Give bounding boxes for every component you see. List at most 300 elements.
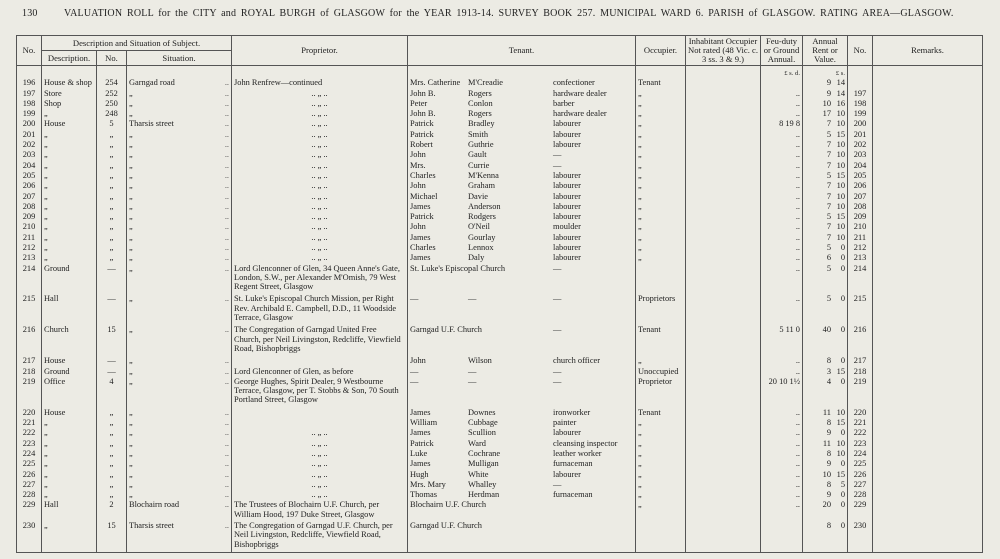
row-inhabitant — [686, 490, 761, 500]
row-remarks — [873, 78, 983, 88]
tenant-fields — [410, 480, 633, 489]
situation-text: „ — [129, 490, 133, 500]
row-rent — [803, 408, 848, 418]
tenant-occupation: confectioner — [553, 78, 595, 88]
situation-dots: .. — [224, 201, 229, 211]
row-house-number: „ — [97, 161, 127, 171]
row-inhabitant — [686, 99, 761, 109]
col-description: Description. — [42, 51, 97, 66]
row-remarks — [873, 150, 983, 160]
row-situation — [127, 233, 232, 243]
tenant-first-name: Charles — [410, 170, 436, 180]
row-house-number: „ — [97, 243, 127, 253]
row-occupier — [636, 521, 686, 552]
tenant-surname: Herdman — [468, 490, 500, 500]
situation-dots: .. — [224, 170, 229, 180]
row-rent — [803, 459, 848, 469]
row-remarks — [873, 356, 983, 366]
row-proprietor: .. „ .. — [232, 161, 408, 171]
row-number: 224 — [17, 449, 42, 459]
rent-shillings: 15 — [836, 129, 845, 139]
row-number: 198 — [17, 99, 42, 109]
row-proprietor: Lord Glenconner of Glen, 34 Queen Anne's Gate, London, S.W., per Alexander M'Omish, 79 West Regent Street, Glasgow — [232, 264, 408, 295]
rent-shillings: 15 — [836, 366, 845, 376]
row-situation — [127, 264, 232, 295]
row-description: House — [42, 408, 97, 418]
rent-pounds: 8 — [826, 479, 831, 489]
rent-shillings: 14 — [836, 78, 845, 88]
tenant-surname: Mulligan — [468, 459, 499, 469]
row-rent — [803, 470, 848, 480]
row-inhabitant — [686, 449, 761, 459]
row-remarks — [873, 459, 983, 469]
row-rent — [803, 222, 848, 232]
rent-shillings: 0 — [840, 376, 845, 386]
row-inhabitant — [686, 521, 761, 552]
row-number-repeat: 203 — [848, 150, 873, 160]
row-inhabitant — [686, 408, 761, 418]
row-description: „ — [42, 192, 97, 202]
tenant-occupation: labourer — [553, 129, 581, 139]
row-number-repeat — [848, 78, 873, 88]
row-number-repeat: 230 — [848, 521, 873, 552]
tenant-first-name: Mrs. — [410, 160, 426, 170]
row-remarks — [873, 428, 983, 438]
row-rent — [803, 294, 848, 325]
situation-text: Garngad road — [129, 78, 175, 88]
row-proprietor: .. „ .. — [232, 202, 408, 212]
situation-text: „ — [129, 459, 133, 469]
row-house-number: „ — [97, 439, 127, 449]
row-house-number: „ — [97, 202, 127, 212]
row-rent — [803, 243, 848, 253]
row-number: 204 — [17, 161, 42, 171]
rent-shillings: 0 — [840, 294, 845, 304]
tenant-occupation: — — [553, 325, 562, 335]
rent-pounds: 5 — [826, 170, 831, 180]
row-number: 220 — [17, 408, 42, 418]
row-number-repeat: 210 — [848, 222, 873, 232]
rent-pounds: 7 — [826, 160, 831, 170]
table-row — [17, 490, 983, 500]
row-remarks — [873, 408, 983, 418]
row-house-number: — — [97, 264, 127, 295]
row-number: 228 — [17, 490, 42, 500]
rent-pounds: 6 — [826, 253, 831, 263]
row-situation — [127, 181, 232, 191]
filler-cell — [686, 552, 761, 553]
row-number-repeat: 207 — [848, 192, 873, 202]
table-row — [17, 78, 983, 88]
rent-pounds: 5 — [826, 242, 831, 252]
row-proprietor: .. „ .. — [232, 192, 408, 202]
row-feu-duty: 5 11 0 — [761, 325, 803, 356]
row-inhabitant — [686, 89, 761, 99]
rent-pounds: 4 — [826, 376, 831, 386]
table-row — [17, 140, 983, 150]
row-house-number: 248 — [97, 109, 127, 119]
row-remarks — [873, 109, 983, 119]
row-number-repeat: 227 — [848, 480, 873, 490]
rent-pounds: 7 — [826, 232, 831, 242]
row-proprietor: .. „ .. — [232, 212, 408, 222]
row-occupier: Proprietors — [636, 294, 686, 325]
tenant-fields — [410, 78, 633, 87]
row-number: 222 — [17, 428, 42, 438]
row-situation — [127, 459, 232, 469]
row-occupier: „ — [636, 470, 686, 480]
row-occupier: Tenant — [636, 78, 686, 88]
filler-cell — [232, 552, 408, 553]
situation-dots: .. — [224, 140, 229, 150]
situation-text: „ — [129, 428, 133, 438]
situation-text: „ — [129, 366, 133, 376]
tenant-surname: Wilson — [468, 356, 492, 366]
table-row — [17, 253, 983, 263]
tenant-first-name: John — [410, 150, 426, 160]
col-number: No. — [97, 51, 127, 66]
row-rent — [803, 521, 848, 552]
col-inhabitant: Inhabitant Occupier Not rated (48 Vic. c. 3 ss. 3 & 9.) — [686, 36, 761, 66]
row-feu-duty: .. — [761, 449, 803, 459]
row-tenant — [408, 130, 636, 140]
row-number-repeat: 206 — [848, 181, 873, 191]
row-description: „ — [42, 109, 97, 119]
row-occupier: „ — [636, 490, 686, 500]
row-inhabitant — [686, 109, 761, 119]
row-feu-duty: .. — [761, 233, 803, 243]
row-number-repeat: 204 — [848, 161, 873, 171]
rent-shillings: 16 — [836, 98, 845, 108]
row-tenant — [408, 119, 636, 129]
tenant-fields — [410, 150, 633, 159]
row-occupier: „ — [636, 500, 686, 521]
row-occupier: „ — [636, 233, 686, 243]
row-tenant — [408, 367, 636, 377]
row-tenant — [408, 521, 636, 552]
row-proprietor: .. „ .. — [232, 140, 408, 150]
row-inhabitant — [686, 459, 761, 469]
row-occupier: Proprietor — [636, 377, 686, 408]
row-inhabitant — [686, 367, 761, 377]
row-number: 205 — [17, 171, 42, 181]
row-occupier: „ — [636, 222, 686, 232]
row-remarks — [873, 202, 983, 212]
row-remarks — [873, 212, 983, 222]
row-situation — [127, 428, 232, 438]
tenant-occupation: labourer — [553, 242, 581, 252]
row-number-repeat: 199 — [848, 109, 873, 119]
situation-dots: .. — [224, 407, 229, 417]
situation-dots: .. — [224, 325, 229, 335]
row-number-repeat: 220 — [848, 408, 873, 418]
row-occupier: „ — [636, 418, 686, 428]
filler-cell — [636, 552, 686, 553]
tenant-fields — [410, 161, 633, 170]
rent-shillings: 0 — [840, 521, 845, 530]
row-tenant — [408, 449, 636, 459]
tenant-surname — [468, 521, 553, 530]
row-feu-duty: .. — [761, 140, 803, 150]
table-row — [17, 243, 983, 253]
row-remarks — [873, 377, 983, 408]
row-occupier: „ — [636, 356, 686, 366]
row-inhabitant — [686, 356, 761, 366]
tenant-occupation: — — [553, 160, 562, 170]
row-description: „ — [42, 150, 97, 160]
table-row — [17, 408, 983, 418]
row-occupier: „ — [636, 99, 686, 109]
rent-pounds: 11 — [822, 407, 831, 417]
tenant-occupation — [553, 500, 633, 509]
row-description: „ — [42, 480, 97, 490]
row-inhabitant — [686, 192, 761, 202]
situation-text: „ — [129, 160, 133, 170]
tenant-fields — [410, 408, 633, 417]
row-number-repeat: 225 — [848, 459, 873, 469]
situation-text: „ — [129, 407, 133, 417]
row-remarks — [873, 264, 983, 295]
situation-dots: .. — [224, 438, 229, 448]
col-rent: Annual Rent or Value. — [803, 36, 848, 66]
row-situation — [127, 408, 232, 418]
rent-shillings: 0 — [840, 500, 845, 510]
row-feu-duty: .. — [761, 480, 803, 490]
row-situation — [127, 202, 232, 212]
row-rent — [803, 367, 848, 377]
tenant-first-name: Patrick — [410, 119, 434, 129]
row-proprietor: .. „ .. — [232, 459, 408, 469]
rent-shillings: 0 — [840, 253, 845, 263]
row-number: 206 — [17, 181, 42, 191]
row-feu-duty: .. — [761, 408, 803, 418]
row-occupier: „ — [636, 89, 686, 99]
rent-pounds: 8 — [826, 521, 831, 530]
row-tenant — [408, 253, 636, 263]
row-rent — [803, 181, 848, 191]
row-feu-duty: .. — [761, 181, 803, 191]
filler-cell — [17, 552, 42, 553]
situation-text: Blochairn road — [129, 500, 180, 510]
table-row — [17, 130, 983, 140]
filler-cell — [803, 552, 848, 553]
row-number-repeat: 216 — [848, 325, 873, 356]
table-row — [17, 171, 983, 181]
situation-dots: .. — [224, 459, 229, 469]
rent-pounds: 7 — [826, 191, 831, 201]
table-row — [17, 294, 983, 325]
row-rent — [803, 109, 848, 119]
situation-dots: .. — [224, 376, 229, 386]
situation-dots: .. — [224, 356, 229, 366]
rent-shillings: 10 — [836, 140, 845, 150]
row-situation — [127, 150, 232, 160]
tenant-occupation: — — [553, 376, 562, 386]
tenant-fields — [410, 222, 633, 231]
row-proprietor: George Hughes, Spirit Dealer, 9 Westbourne Terrace, Glasgow, per T. Stobbs & Son, 70 South Portland Street, Glasgow — [232, 377, 408, 408]
tenant-occupation: — — [553, 150, 562, 160]
rent-shillings: 10 — [836, 109, 845, 119]
row-inhabitant — [686, 470, 761, 480]
tenant-first-name: Charles — [410, 242, 436, 252]
row-number: 196 — [17, 78, 42, 88]
col-proprietor: Proprietor. — [232, 36, 408, 66]
tenant-surname: Daly — [468, 253, 485, 263]
row-tenant — [408, 140, 636, 150]
row-house-number: 15 — [97, 521, 127, 552]
rent-shillings: 15 — [836, 418, 845, 428]
row-number: 225 — [17, 459, 42, 469]
tenant-occupation: labourer — [553, 140, 581, 150]
tenant-occupation: moulder — [553, 222, 581, 232]
rent-shillings: 0 — [840, 263, 845, 273]
row-description: „ — [42, 181, 97, 191]
row-proprietor — [232, 408, 408, 418]
tenant-first-name: St. Luke's Episcopal Church — [410, 263, 506, 273]
row-tenant — [408, 99, 636, 109]
situation-dots: .. — [224, 212, 229, 222]
table-row — [17, 470, 983, 480]
row-tenant — [408, 356, 636, 366]
situation-dots: .. — [224, 418, 229, 428]
header-row-1 — [17, 36, 983, 51]
page-number: 130 — [22, 8, 38, 19]
tenant-first-name: William — [410, 418, 438, 428]
situation-dots: .. — [224, 242, 229, 252]
row-description: House & shop — [42, 78, 97, 88]
situation-dots: .. — [224, 232, 229, 242]
situation-dots: .. — [224, 448, 229, 458]
row-number: 213 — [17, 253, 42, 263]
row-number-repeat: 219 — [848, 377, 873, 408]
row-remarks — [873, 521, 983, 552]
row-proprietor: The Trustees of Blochairn U.F. Church, per William Hood, 197 Duke Street, Glasgow — [232, 500, 408, 521]
tenant-surname: Scullion — [468, 428, 496, 438]
row-tenant — [408, 222, 636, 232]
row-inhabitant — [686, 264, 761, 295]
row-inhabitant — [686, 500, 761, 521]
row-tenant — [408, 233, 636, 243]
tenant-fields — [410, 140, 633, 149]
rent-pounds: 7 — [826, 222, 831, 232]
row-remarks — [873, 99, 983, 109]
tenant-occupation: labourer — [553, 253, 581, 263]
situation-text: „ — [129, 232, 133, 242]
row-number-repeat: 211 — [848, 233, 873, 243]
row-occupier: „ — [636, 480, 686, 490]
row-situation — [127, 78, 232, 88]
row-rent — [803, 171, 848, 181]
tenant-fields — [410, 325, 633, 334]
row-description: „ — [42, 459, 97, 469]
row-feu-duty: .. — [761, 202, 803, 212]
row-remarks — [873, 130, 983, 140]
row-situation — [127, 325, 232, 356]
row-description: „ — [42, 490, 97, 500]
row-house-number: „ — [97, 130, 127, 140]
row-remarks — [873, 233, 983, 243]
situation-dots: .. — [224, 263, 229, 273]
row-inhabitant — [686, 130, 761, 140]
tenant-first-name: Patrick — [410, 212, 434, 222]
row-inhabitant — [686, 161, 761, 171]
col-situation: Situation. — [127, 51, 232, 66]
tenant-surname: Graham — [468, 181, 495, 191]
row-number: 208 — [17, 202, 42, 212]
row-rent — [803, 428, 848, 438]
row-number: 203 — [17, 150, 42, 160]
situation-dots: .. — [224, 181, 229, 191]
row-number-repeat: 212 — [848, 243, 873, 253]
tenant-surname: Whalley — [468, 479, 497, 489]
row-description: „ — [42, 222, 97, 232]
row-situation — [127, 99, 232, 109]
table-row — [17, 377, 983, 408]
tenant-fields — [410, 181, 633, 190]
tenant-surname: Currie — [468, 160, 490, 170]
rent-shillings: 0 — [840, 242, 845, 252]
row-house-number: „ — [97, 212, 127, 222]
row-description: „ — [42, 202, 97, 212]
tenant-occupation: labourer — [553, 170, 581, 180]
row-description: Hall — [42, 500, 97, 521]
row-remarks — [873, 490, 983, 500]
row-inhabitant — [686, 294, 761, 325]
situation-dots: .. — [224, 294, 229, 304]
tenant-fields — [410, 130, 633, 139]
tenant-surname — [468, 500, 553, 509]
row-proprietor: .. „ .. — [232, 99, 408, 109]
row-tenant — [408, 500, 636, 521]
row-rent — [803, 264, 848, 295]
row-number: 216 — [17, 325, 42, 356]
row-situation — [127, 439, 232, 449]
rent-pounds: 7 — [826, 119, 831, 129]
row-occupier: „ — [636, 439, 686, 449]
row-rent — [803, 140, 848, 150]
row-remarks — [873, 243, 983, 253]
tenant-occupation: ironworker — [553, 407, 591, 417]
row-situation — [127, 521, 232, 552]
rent-pounds: 40 — [822, 325, 831, 335]
row-rent — [803, 439, 848, 449]
situation-dots: .. — [224, 88, 229, 98]
row-feu-duty: .. — [761, 459, 803, 469]
row-feu-duty: .. — [761, 490, 803, 500]
row-description: Church — [42, 325, 97, 356]
row-description: „ — [42, 130, 97, 140]
tenant-first-name: Thomas — [410, 490, 437, 500]
tenant-surname: Ward — [468, 438, 486, 448]
row-number-repeat: 205 — [848, 171, 873, 181]
row-feu-duty: .. — [761, 500, 803, 521]
tenant-occupation: church officer — [553, 356, 601, 366]
row-inhabitant — [686, 222, 761, 232]
tenant-first-name: Garngad U.F. Church — [410, 521, 482, 530]
row-house-number: 5 — [97, 119, 127, 129]
row-occupier: „ — [636, 119, 686, 129]
tenant-first-name: James — [410, 232, 431, 242]
row-house-number: „ — [97, 470, 127, 480]
row-feu-duty: .. — [761, 428, 803, 438]
row-occupier: „ — [636, 212, 686, 222]
row-remarks — [873, 171, 983, 181]
row-tenant — [408, 418, 636, 428]
tenant-fields — [410, 377, 633, 386]
row-number-repeat: 228 — [848, 490, 873, 500]
row-number: 215 — [17, 294, 42, 325]
rent-pounds: 9 — [826, 459, 831, 469]
